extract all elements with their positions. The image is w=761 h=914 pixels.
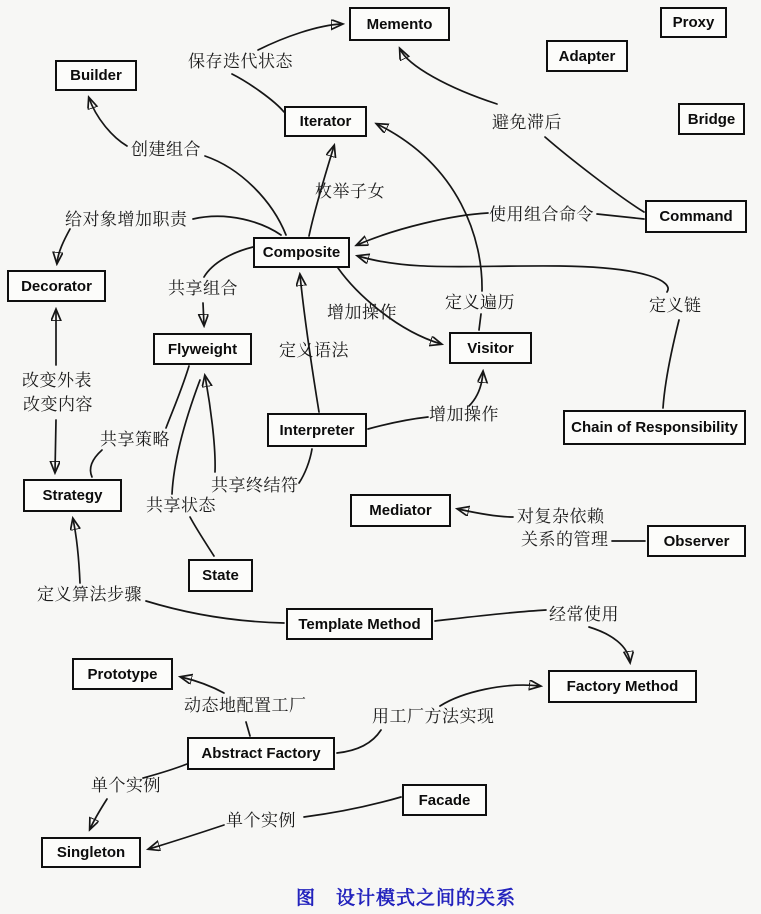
edge-label-create-composites: 创建组合 (131, 140, 201, 159)
edge-templatemethod-to-oftenuses (435, 610, 546, 621)
pattern-box-visitor: Visitor (449, 332, 532, 364)
pattern-box-bridge: Bridge (678, 103, 745, 135)
edge-label-save-iteration-state: 保存迭代状态 (188, 52, 293, 71)
pattern-box-interpreter: Interpreter (267, 413, 367, 447)
edge-label-define-grammar: 定义语法 (279, 341, 349, 360)
pattern-box-mediator: Mediator (350, 494, 451, 527)
edge-label-configure-factory-dynamically: 动态地配置工厂 (184, 696, 307, 715)
pattern-box-chain-of-responsibility: Chain of Responsibility (563, 410, 746, 445)
edge-command-to-usecommands (597, 214, 644, 219)
pattern-box-adapter: Adapter (546, 40, 628, 72)
edge-label-often-uses: 经常使用 (549, 605, 619, 624)
edge-chain-to-definechain (663, 320, 679, 408)
pattern-box-observer: Observer (647, 525, 746, 557)
pattern-box-strategy: Strategy (23, 479, 122, 512)
edge-label-manage-complex-dependencies-2: 关系的管理 (521, 530, 609, 549)
edge-label-use-composite-commands: 使用组合命令 (489, 205, 594, 224)
edge-savestate-to-memento (258, 24, 342, 50)
edge-composite-to-sharecomposites (204, 247, 253, 277)
edge-label-add-responsibility-to-objects: 给对象增加职责 (65, 210, 188, 229)
edge-configure-to-prototype (181, 677, 224, 693)
edge-label-single-instance-left: 单个实例 (91, 776, 161, 795)
edge-sharecomposites-to-flyweight (203, 303, 204, 325)
pattern-box-command: Command (645, 200, 747, 233)
pattern-box-builder: Builder (55, 60, 137, 91)
pattern-box-state: State (188, 559, 253, 592)
edge-label-define-algorithm-steps: 定义算法步骤 (37, 585, 142, 604)
edge-label-share-terminal-symbols: 共享终结符 (211, 476, 299, 495)
pattern-box-prototype: Prototype (72, 658, 173, 690)
edge-composite-to-createcomposites (205, 156, 286, 235)
edge-decorator-strategy-down (55, 420, 56, 472)
edge-label-change-content: 改变内容 (23, 395, 93, 414)
edge-definechain-to-composite (358, 256, 668, 292)
pattern-box-factory-method: Factory Method (548, 670, 697, 703)
edge-label-define-traversals: 定义遍历 (445, 293, 515, 312)
edge-createcomposites-to-builder (89, 98, 127, 146)
edge-shareterminals-to-interpreter (299, 449, 312, 483)
edge-visitor-to-traversal-label (479, 314, 481, 330)
pattern-box-decorator: Decorator (7, 270, 106, 302)
edge-label-share-states: 共享状态 (146, 496, 216, 515)
edge-label-add-operations-upper: 增加操作 (327, 303, 397, 322)
edge-label-add-operations-lower: 增加操作 (429, 405, 499, 424)
edge-flyweight-to-sharestrategies (166, 366, 189, 428)
pattern-box-composite: Composite (253, 237, 350, 268)
pattern-box-abstract-factory: Abstract Factory (187, 737, 335, 770)
edge-singleinstance-to-singleton-right (149, 825, 224, 849)
edge-singleinstance-to-singleton-top (90, 799, 107, 829)
edge-label-share-composites: 共享组合 (168, 279, 238, 298)
edge-iterator-to-savestate (232, 74, 284, 112)
edge-label-enumerate-children: 枚举子女 (315, 182, 385, 201)
edge-shareterminals-to-flyweight (205, 376, 215, 472)
edge-label-avoid-hysteresis: 避免滞后 (492, 113, 562, 132)
figure-caption: 图 设计模式之间的关系 (296, 888, 517, 909)
edge-label-manage-complex-dependencies-1: 对复杂依赖 (517, 507, 605, 526)
edge-sharestrategies-to-strategy (90, 450, 102, 477)
pattern-box-iterator: Iterator (284, 106, 367, 137)
pattern-box-flyweight: Flyweight (153, 333, 252, 365)
edge-facade-to-singleinstance (304, 797, 401, 817)
edge-sharestates-to-flyweight (172, 380, 200, 494)
edge-addops-to-visitor (469, 372, 483, 406)
edge-oftenuses-to-factorymethod (589, 627, 630, 662)
pattern-box-proxy: Proxy (660, 7, 727, 38)
edge-label-change-appearance: 改变外表 (22, 371, 92, 390)
edge-composite-to-addresp (193, 216, 281, 235)
edge-addresp-to-decorator (57, 229, 70, 263)
edge-label-implement-with-factory-method: 用工厂方法实现 (372, 707, 495, 726)
edge-abstractfactory-to-configure (246, 722, 250, 736)
edge-avoidhysteresis-to-memento (400, 49, 497, 104)
edge-label-define-chain: 定义链 (649, 296, 702, 315)
edge-algosteps-to-strategy (73, 519, 80, 583)
pattern-box-facade: Facade (402, 784, 487, 816)
edge-dependencies-to-mediator (458, 509, 513, 517)
edge-interpreter-to-addops (368, 417, 428, 429)
edge-label-single-instance-mid: 单个实例 (226, 811, 296, 830)
pattern-box-singleton: Singleton (41, 837, 141, 868)
edge-abstractfactory-to-implement (337, 730, 381, 753)
edge-implement-to-factorymethod (440, 685, 540, 706)
edge-sharestates-to-state (190, 517, 214, 556)
edge-algosteps-to-templatemethod (146, 601, 284, 623)
pattern-box-template-method: Template Method (286, 608, 433, 640)
edge-command-to-avoidhysteresis (545, 137, 644, 212)
pattern-box-memento: Memento (349, 7, 450, 41)
edge-label-share-strategies: 共享策略 (100, 430, 170, 449)
